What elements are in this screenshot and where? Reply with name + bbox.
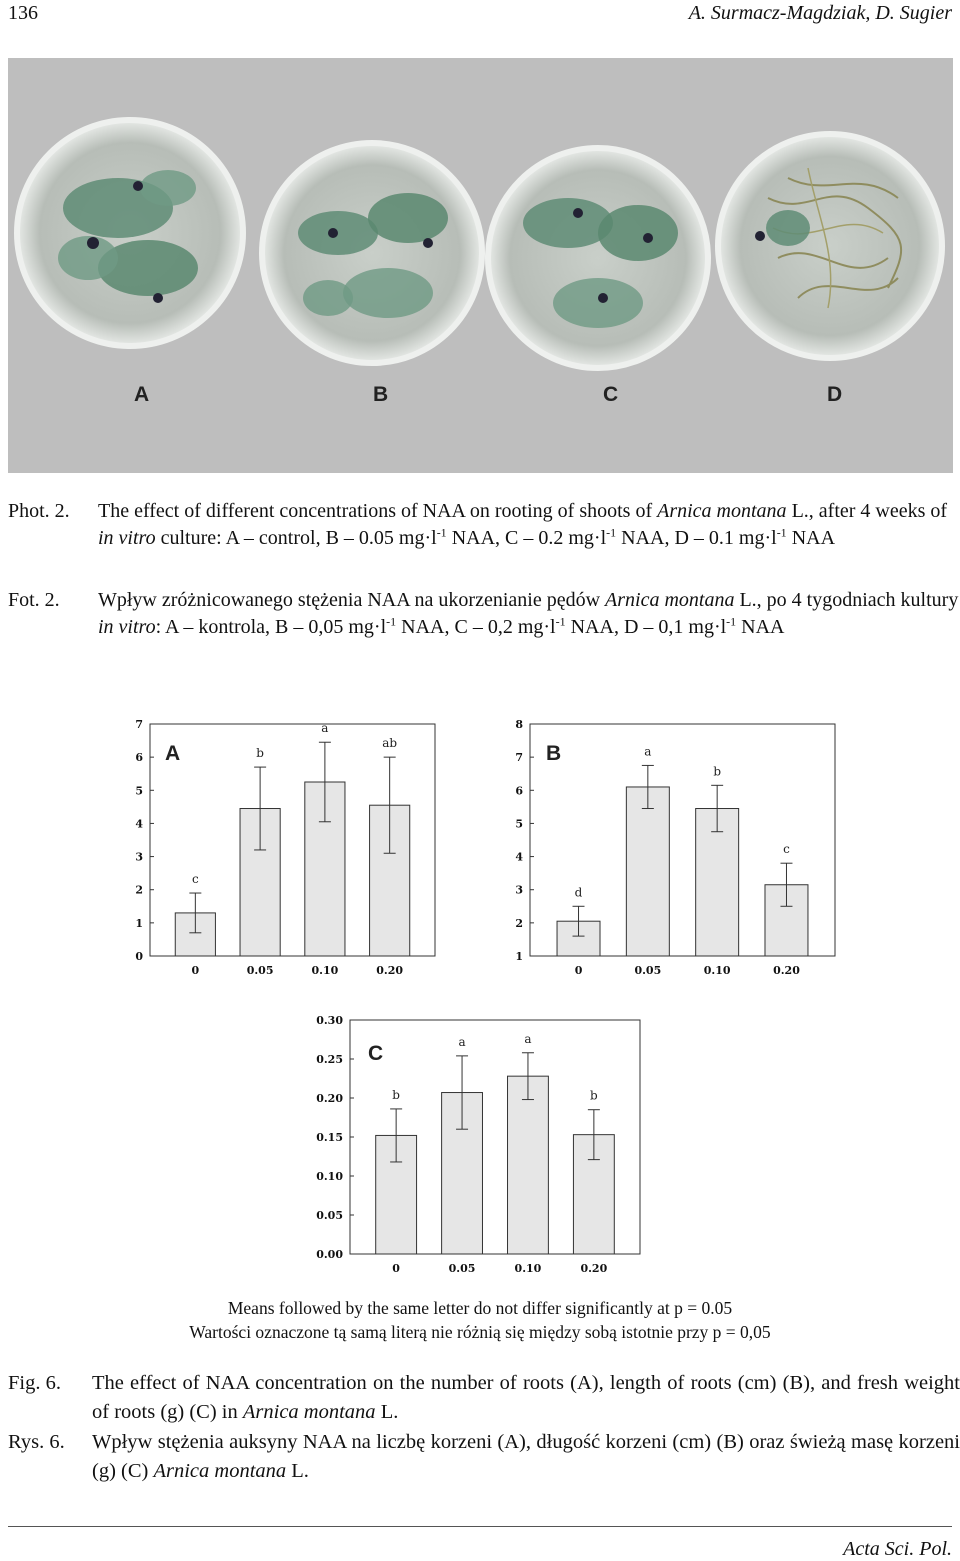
significance-letter: c	[783, 842, 790, 857]
y-tick-label: 3	[135, 850, 143, 864]
bar	[626, 787, 669, 956]
significance-letter: ab	[382, 736, 398, 751]
x-tick-label: 0.20	[580, 1262, 608, 1275]
y-tick-label: 6	[135, 751, 143, 765]
y-tick-label: 6	[515, 784, 523, 798]
y-tick-label: 0.00	[316, 1248, 343, 1261]
x-tick-label: 0.05	[634, 964, 662, 977]
y-tick-label: 0.20	[316, 1092, 343, 1105]
dish-c	[488, 148, 708, 368]
y-tick-label: 1	[515, 950, 523, 963]
photo-label-a: A	[134, 383, 150, 406]
x-tick-label: 0.20	[376, 964, 404, 977]
significance-letter: a	[524, 1031, 532, 1046]
y-tick-label: 0.25	[316, 1053, 343, 1066]
significance-letter: d	[574, 885, 583, 900]
running-head-authors: A. Surmacz-Magdziak, D. Sugier	[688, 2, 952, 24]
significance-letter: b	[392, 1087, 400, 1102]
figure-caption-pl: Rys. 6. Wpływ stężenia auksyny NAA na liczbę korzeni (A), długość korzeni (cm) (B) oraz świeżą masę korzeni (g) (C) Arnica montana L.	[8, 1428, 960, 1488]
significance-letter: b	[590, 1088, 598, 1103]
significance-letter: b	[713, 764, 722, 779]
y-tick-label: 0	[135, 950, 143, 963]
significance-letter: a	[458, 1034, 466, 1049]
photo-caption-pl: Fot. 2. Wpływ zróżnicowanego stężenia NAA na ukorzenianie pędów Arnica montana L., po 4 tygodniach kultury in vitro: A – kontrola, B – 0,05 $mg\cdot l^{-1}$ NAA, C – 0,2 $mg\cdot l^{-1}$ NAA, D – 0,1 $mg\cdot l^{-1}$ NAA	[8, 589, 959, 638]
photo-caption-en: Phot. 2. The effect of different concentrations of NAA on rooting of shoots of Arnica montana L., after 4 weeks of in vitro culture: A – control, B – 0.05 $mg\cdot l^{-1}$ NAA, C – 0.2 $mg\cdot l^{-1}$ NAA, D – 0.1 $mg\cdot l^{-1}$ NAA	[8, 500, 948, 549]
y-tick-label: 5	[135, 784, 143, 798]
y-tick-label: 2	[135, 883, 143, 897]
dish-b	[262, 143, 482, 363]
photo-label-b: B	[373, 383, 389, 406]
panel-label: C	[368, 1042, 384, 1065]
chart-c-fresh-weight	[295, 1010, 655, 1280]
significance-letter: a	[644, 744, 652, 759]
photo-label-d: D	[827, 383, 843, 406]
chart-b-length-of-roots	[490, 712, 845, 984]
figure-caption-en-label: Fig. 6.	[8, 1372, 61, 1394]
footer-rule	[8, 1526, 952, 1527]
significance-note-en: Means followed by the same letter do not differ significantly at p = 0.05	[227, 1298, 733, 1318]
chart-a-number-of-roots	[110, 712, 440, 984]
significance-letter: b	[256, 746, 264, 761]
dish-d	[718, 134, 942, 358]
journal-name: Acta Sci. Pol.	[843, 1538, 952, 1560]
bar	[508, 1076, 549, 1254]
x-tick-label: 0.10	[703, 964, 731, 977]
x-tick-label: 0	[574, 964, 583, 977]
x-tick-label: 0.05	[448, 1262, 476, 1275]
significance-letter: a	[321, 721, 329, 736]
y-tick-label: 2	[515, 916, 523, 930]
photo-label-c: C	[603, 383, 619, 406]
y-tick-label: 3	[515, 883, 523, 897]
significance-note-pl: Wartości oznaczone tą samą literą nie różnią się między sobą istotnie przy p = 0,05	[189, 1322, 771, 1342]
y-tick-label: 7	[515, 751, 523, 765]
figure-caption-pl-label: Rys. 6.	[8, 1431, 65, 1453]
y-tick-label: 8	[515, 718, 523, 731]
y-tick-label: 0.10	[316, 1170, 343, 1183]
x-tick-label: 0.20	[773, 964, 800, 977]
y-tick-label: 4	[135, 817, 143, 831]
dish-a	[17, 120, 243, 346]
y-tick-label: 0.15	[316, 1131, 343, 1144]
y-tick-label: 0.05	[316, 1209, 343, 1222]
photo-caption-en-label: Phot. 2.	[8, 500, 70, 522]
x-tick-label: 0.10	[311, 964, 339, 977]
panel-label: A	[165, 742, 181, 765]
x-tick-label: 0	[392, 1262, 400, 1275]
y-tick-label: 1	[135, 916, 143, 930]
y-tick-label: 7	[135, 718, 143, 731]
photo-caption-pl-label: Fot. 2.	[8, 589, 60, 611]
x-tick-label: 0.10	[514, 1262, 542, 1275]
petri-dish-photo	[8, 58, 953, 473]
x-tick-label: 0	[191, 964, 200, 977]
y-tick-label: 4	[515, 850, 523, 864]
page-number: 136	[8, 2, 38, 24]
x-tick-label: 0.05	[246, 964, 274, 977]
significance-letter: c	[191, 872, 199, 887]
y-tick-label: 0.30	[316, 1014, 343, 1027]
figure-caption-en: Fig. 6. The effect of NAA concentration on the number of roots (A), length of roots (cm) (B), and fresh weight of roots (g) (C) in Arnica montana L.	[8, 1369, 960, 1429]
y-tick-label: 5	[515, 817, 523, 831]
panel-label: B	[546, 742, 562, 765]
